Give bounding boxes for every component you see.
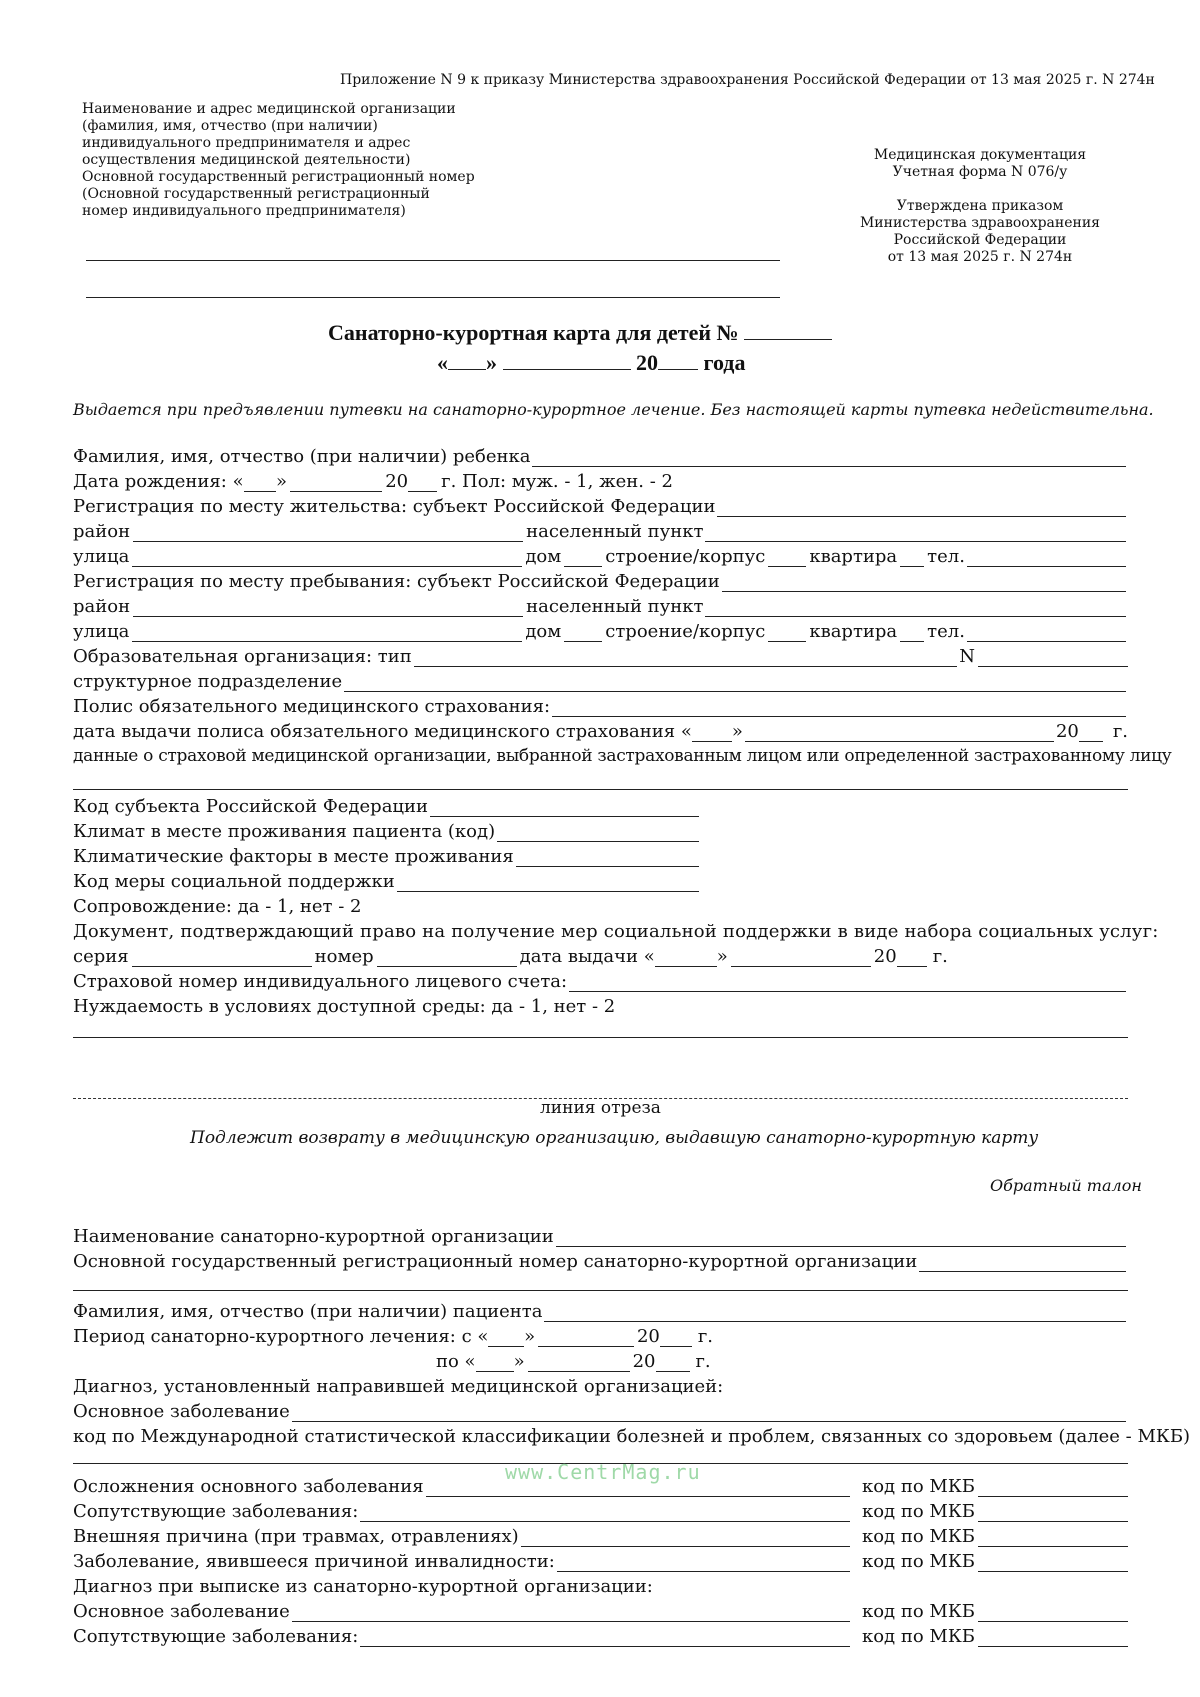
label: Основное заболевание: [73, 1401, 290, 1422]
label: Основное заболевание: [73, 1601, 290, 1622]
disability-code-field[interactable]: [978, 1553, 1128, 1572]
label: тел.: [927, 546, 965, 567]
discharge-main-field[interactable]: [292, 1603, 850, 1622]
house-field[interactable]: [564, 548, 602, 567]
quote-open: «: [437, 350, 448, 375]
label: Полис обязательного медицинского страхования:: [73, 696, 551, 717]
house-field[interactable]: [564, 623, 602, 642]
complications-code-field[interactable]: [978, 1478, 1128, 1497]
row-disability: [73, 1551, 1128, 1572]
label: номер: [314, 946, 374, 967]
doc-number-field[interactable]: [377, 948, 517, 967]
label: тел.: [927, 621, 965, 642]
return-note: Подлежит возврату в медицинскую организацию, выдавшую санаторно-курортную карту: [190, 1128, 1039, 1148]
label: Внешняя причина (при травмах, отравлениях): [73, 1526, 519, 1547]
period-to-month-field[interactable]: [528, 1353, 630, 1372]
district-field[interactable]: [133, 523, 523, 542]
row-street-1: [73, 546, 1128, 567]
row-oms-policy: [73, 696, 1128, 717]
label: дом: [525, 621, 562, 642]
doc-right-label: Документ, подтверждающий право на получение мер социальной поддержки в виде набора социальных услуг:: [73, 921, 1159, 942]
discharge-concomitant-field[interactable]: [360, 1628, 850, 1647]
org-line: индивидуального предпринимателя и адрес: [82, 135, 411, 151]
year-word: года: [703, 350, 746, 375]
phone-field[interactable]: [967, 623, 1126, 642]
period-to-year-field[interactable]: [656, 1353, 690, 1372]
row-edu-org: [73, 646, 1128, 667]
card-number-field[interactable]: [744, 321, 832, 340]
label: г. Пол: муж. - 1, жен. - 2: [441, 471, 673, 492]
page-title: [328, 320, 832, 346]
fio-child-field[interactable]: [532, 448, 1126, 467]
row-fio-patient: [73, 1301, 1128, 1322]
label: 20: [636, 1326, 660, 1347]
climate-factors-field[interactable]: [516, 848, 699, 867]
edu-number-field[interactable]: [978, 648, 1128, 667]
label: Страховой номер индивидуального лицевого счета:: [73, 971, 568, 992]
label: код по МКБ: [861, 1476, 975, 1497]
insurer-field[interactable]: [73, 789, 1128, 790]
label: Сопутствующие заболевания:: [73, 1501, 359, 1522]
label: »: [524, 1326, 536, 1347]
label: Заболевание, явившееся причиной инвалидности:: [73, 1551, 555, 1572]
period-to-day-field[interactable]: [476, 1353, 514, 1372]
concomitant-code-field[interactable]: [978, 1503, 1128, 1522]
label: »: [513, 1351, 525, 1372]
label: Регистрация по месту пребывания: субъект Российской Федерации: [73, 571, 720, 592]
reg-live-subject-field[interactable]: [717, 498, 1126, 517]
row-reg-live: [73, 496, 1128, 517]
climate-code-field[interactable]: [497, 823, 699, 842]
label: г.: [932, 946, 948, 967]
org-line: номер индивидуального предпринимателя): [82, 203, 406, 219]
row-climate-factors: [73, 846, 701, 867]
label: населенный пункт: [526, 596, 704, 617]
period-from-year-field[interactable]: [660, 1328, 692, 1347]
period-from-day-field[interactable]: [488, 1328, 524, 1347]
label: г.: [697, 1326, 713, 1347]
title-day-field[interactable]: [448, 351, 486, 370]
row-ogrn: [73, 1251, 1128, 1272]
dob-day-field[interactable]: [244, 473, 276, 492]
oms-month-field[interactable]: [745, 723, 1054, 742]
row-concomitant: [73, 1501, 1128, 1522]
row-main-disease: [73, 1401, 1128, 1422]
row-access-env: [73, 996, 1128, 1017]
label: 20: [632, 1351, 656, 1372]
edu-type-field[interactable]: [414, 648, 958, 667]
district-field[interactable]: [133, 598, 523, 617]
access-env-field[interactable]: [73, 1037, 1128, 1038]
label: улица: [73, 546, 130, 567]
label: Дата рождения: «: [73, 471, 244, 492]
sanatorium-name-field[interactable]: [556, 1228, 1126, 1247]
label: строение/корпус: [605, 546, 766, 567]
label: район: [73, 596, 131, 617]
oms-day-field[interactable]: [692, 723, 732, 742]
label: Код субъекта Российской Федерации: [73, 796, 428, 817]
label: квартира: [809, 546, 898, 567]
form-line: Российской Федерации: [893, 232, 1067, 248]
form-block: [830, 147, 1130, 266]
row-diag-discharge: [73, 1576, 1128, 1597]
row-climate: [73, 821, 701, 842]
title-text: Санаторно-курортная карта для детей №: [328, 320, 739, 345]
row-social-code: [73, 871, 701, 892]
dob-year-field[interactable]: [408, 473, 437, 492]
ogrn-field-line-2[interactable]: [73, 1290, 1128, 1291]
discharge-concomitant-code-field[interactable]: [978, 1628, 1128, 1647]
label: Фамилия, имя, отчество (при наличии) пациента: [73, 1301, 543, 1322]
locality-field[interactable]: [705, 598, 1126, 617]
external-code-field[interactable]: [978, 1528, 1128, 1547]
label: код по МКБ: [861, 1551, 975, 1572]
title-date: [437, 350, 745, 376]
year-prefix: 20: [636, 350, 658, 375]
row-main-disease-2: [73, 1601, 1128, 1622]
concomitant-field[interactable]: [360, 1503, 850, 1522]
doc-issue-year-field[interactable]: [897, 948, 927, 967]
label: N: [959, 646, 975, 667]
label: »: [276, 471, 288, 492]
label: дата выдачи «: [519, 946, 655, 967]
org-name-line-2[interactable]: [86, 297, 780, 298]
label: код по МКБ: [861, 1526, 975, 1547]
label: »: [731, 721, 743, 742]
label: Образовательная организация: тип: [73, 646, 412, 667]
label: Климат в месте проживания пациента (код): [73, 821, 496, 842]
row-region-code: [73, 796, 701, 817]
apartment-field[interactable]: [900, 623, 924, 642]
locality-field[interactable]: [705, 523, 1126, 542]
form-line: от 13 мая 2025 г. N 274н: [887, 249, 1073, 265]
main-disease-field[interactable]: [292, 1403, 1126, 1422]
label: квартира: [809, 621, 898, 642]
label: 20: [1055, 721, 1079, 742]
label: Сопутствующие заболевания:: [73, 1626, 359, 1647]
quote-close: »: [486, 350, 497, 375]
row-concomitant-2: [73, 1626, 1128, 1647]
label: Код меры социальной поддержки: [73, 871, 395, 892]
doc-issue-day-field[interactable]: [655, 948, 717, 967]
form-line: Медицинская документация: [873, 147, 1087, 163]
label: г.: [695, 1351, 711, 1372]
doc-series-field[interactable]: [132, 948, 312, 967]
org-name-line-1[interactable]: [86, 260, 780, 261]
label: »: [716, 946, 728, 967]
row-street-2: [73, 621, 1128, 642]
label: код по МКБ: [861, 1626, 975, 1647]
label: г.: [1112, 721, 1128, 742]
struct-unit-field[interactable]: [344, 673, 1126, 692]
insurer-label: данные о страховой медицинской организации, выбранной застрахованным лицом или определенной застрахованному лицу: [73, 746, 1172, 766]
org-line: (фамилия, имя, отчество (при наличии): [82, 118, 378, 134]
period-from-month-field[interactable]: [538, 1328, 634, 1347]
row-district-2: [73, 596, 1128, 617]
street-field[interactable]: [132, 548, 522, 567]
doc-issue-month-field[interactable]: [731, 948, 871, 967]
label: район: [73, 521, 131, 542]
title-month-field[interactable]: [503, 351, 631, 370]
fio-patient-field[interactable]: [544, 1303, 1126, 1322]
return-ticket-label: Обратный талон: [990, 1176, 1142, 1195]
row-external: [73, 1526, 1128, 1547]
row-period-from: [73, 1326, 713, 1347]
org-block: [82, 101, 475, 220]
building-field[interactable]: [768, 623, 806, 642]
oms-year-field[interactable]: [1079, 723, 1103, 742]
discharge-main-code-field[interactable]: [978, 1603, 1128, 1622]
label: Сопровождение: да - 1, нет - 2: [73, 896, 362, 917]
building-field[interactable]: [768, 548, 806, 567]
label: Регистрация по месту жительства: субъект Российской Федерации: [73, 496, 716, 517]
dob-month-field[interactable]: [290, 473, 382, 492]
org-line: (Основной государственный регистрационный: [82, 186, 430, 202]
watermark: www.CentrMag.ru: [505, 1460, 701, 1484]
row-district-1: [73, 521, 1128, 542]
cut-line-label: линия отреза: [540, 1098, 661, 1118]
label: 20: [873, 946, 897, 967]
external-field[interactable]: [521, 1528, 850, 1547]
label: Диагноз при выписке из санаторно-курортной организации:: [73, 1576, 653, 1597]
form-line: Утверждена приказом: [896, 198, 1064, 214]
street-field[interactable]: [132, 623, 522, 642]
reg-stay-subject-field[interactable]: [722, 573, 1126, 592]
phone-field[interactable]: [967, 548, 1126, 567]
issued-note: Выдается при предъявлении путевки на санаторно-курортное лечение. Без настоящей карты путевка недействительна.: [73, 400, 1154, 419]
org-line: Основной государственный регистрационный номер: [82, 169, 475, 185]
row-period-to: [436, 1351, 736, 1372]
label: Нуждаемость в условиях доступной среды: да - 1, нет - 2: [73, 996, 616, 1017]
form-line: Министерства здравоохранения: [859, 215, 1101, 231]
org-line: осуществления медицинской деятельности): [82, 152, 411, 168]
row-escort: [73, 896, 1128, 917]
label: Осложнения основного заболевания: [73, 1476, 424, 1497]
label: структурное подразделение: [73, 671, 343, 692]
label: код по МКБ: [861, 1501, 975, 1522]
ogrn-field[interactable]: [919, 1253, 1126, 1272]
label: Период санаторно-курортного лечения: с «: [73, 1326, 489, 1347]
row-sanatorium-name: [73, 1226, 1128, 1247]
label: 20: [385, 471, 409, 492]
label: Наименование санаторно-курортной организации: [73, 1226, 554, 1247]
label: строение/корпус: [605, 621, 766, 642]
oms-policy-field[interactable]: [552, 698, 1126, 717]
row-diag-sent: [73, 1376, 1128, 1397]
label: дата выдачи полиса обязательного медицинского страхования «: [73, 721, 692, 742]
label: населенный пункт: [526, 521, 704, 542]
apartment-field[interactable]: [900, 548, 924, 567]
row-doc-series: [73, 946, 973, 967]
label: улица: [73, 621, 130, 642]
row-dob: [73, 471, 673, 492]
social-code-field[interactable]: [397, 873, 699, 892]
label: код по МКБ: [861, 1601, 975, 1622]
mkb-code-label: код по Международной статистической классификации болезней и проблем, связанных со здоровьем (далее - МКБ): [73, 1426, 1191, 1447]
appendix-note: Приложение N 9 к приказу Министерства здравоохранения Российской Федерации от 13 мая 2025 г. N 274н: [340, 72, 1155, 88]
form-line: Учетная форма N 076/у: [892, 164, 1068, 180]
region-code-field[interactable]: [430, 798, 699, 817]
row-oms-date: [73, 721, 1128, 742]
row-struct-unit: [73, 671, 1128, 692]
row-snils: [73, 971, 1128, 992]
title-year-field[interactable]: [658, 351, 698, 370]
row-reg-stay: [73, 571, 1128, 592]
org-line: Наименование и адрес медицинской организации: [82, 101, 456, 117]
row-fio-child: [73, 446, 1128, 467]
label: Фамилия, имя, отчество (при наличии) ребенка: [73, 446, 531, 467]
label: по «: [436, 1351, 476, 1372]
label: Климатические факторы в месте проживания: [73, 846, 514, 867]
snils-field[interactable]: [569, 973, 1126, 992]
label: Диагноз, установленный направившей медицинской организацией:: [73, 1376, 724, 1397]
label: дом: [525, 546, 562, 567]
label: Основной государственный регистрационный номер санаторно-курортной организации: [73, 1251, 918, 1272]
label: серия: [73, 946, 129, 967]
disability-field[interactable]: [557, 1553, 850, 1572]
